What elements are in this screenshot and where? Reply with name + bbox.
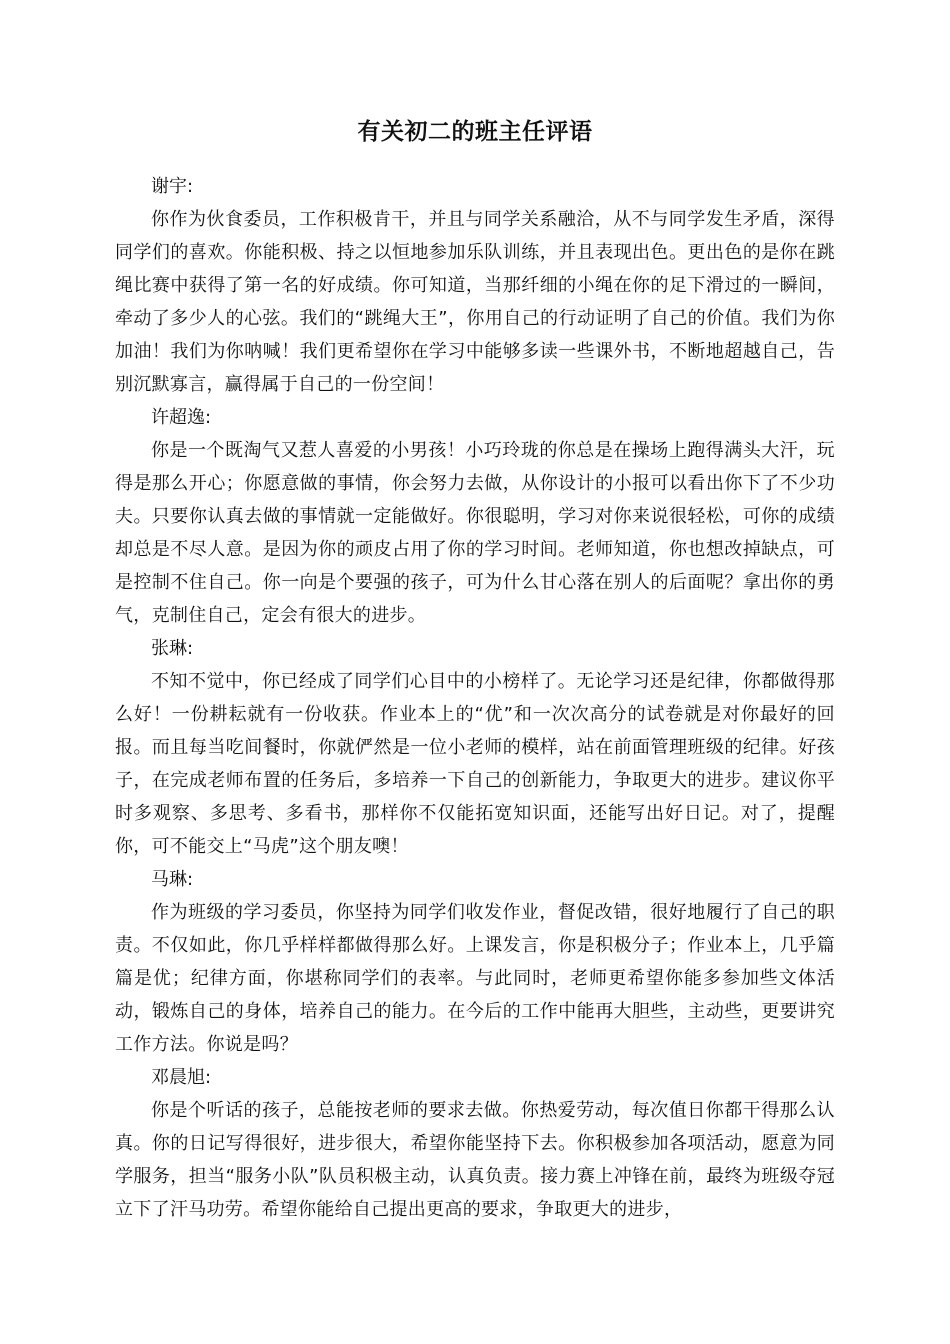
student-name: 马琳:	[151, 869, 194, 890]
student-comment: 作为班级的学习委员，你坚持为同学们收发作业，督促改错，很好地履行了自己的职责。不仅如此，你几乎样样都做得那么好。上课发言，你是积极分子；作业本上，几乎篇篇是优；纪律方面，你堪称同学们的表率。与此同时，老师更希望你能多参加些文体活动，锻炼自己的身体，培养自己的能力。在今后的工作中能再大胆些，主动些，更要讲究工作方法。你说是吗？	[115, 902, 835, 1055]
student-name: 许超逸:	[151, 407, 212, 428]
document-body	[115, 170, 835, 1226]
student-comment: 你作为伙食委员，工作积极肯干，并且与同学关系融洽，从不与同学发生矛盾，深得同学们的喜欢。你能积极、持之以恒地参加乐队训练，并且表现出色。更出色的是你在跳绳比赛中获得了第一名的好成绩。你可知道，当那纤细的小绳在你的足下滑过的一瞬间，牵动了多少人的心弦。我们的“跳绳大王”，你用自己的行动证明了自己的价值。我们为你加油！我们为你呐喊！我们更希望你在学习中能够多读一些课外书，不断地超越自己，告别沉默寡言，赢得属于自己的一份空间！	[115, 209, 835, 395]
student-name: 谢宇:	[151, 176, 194, 197]
student-name: 邓晨旭:	[151, 1067, 212, 1088]
student-name: 张琳:	[151, 638, 194, 659]
student-comment: 你是一个既淘气又惹人喜爱的小男孩！小巧玲珑的你总是在操场上跑得满头大汗，玩得是那么开心；你愿意做的事情，你会努力去做，从你设计的小报可以看出你下了不少功夫。只要你认真去做的事情就一定能做好。你很聪明，学习对你来说很轻松，可你的成绩却总是不尽人意。是因为你的顽皮占用了你的学习时间。老师知道，你也想改掉缺点，可是控制不住自己。你一向是个要强的孩子，可为什么甘心落在别人的后面呢？拿出你的勇气，克制住自己，定会有很大的进步。	[115, 440, 835, 626]
student-comment: 你是个听话的孩子，总能按老师的要求去做。你热爱劳动，每次值日你都干得那么认真。你的日记写得很好，进步很大，希望你能坚持下去。你积极参加各项活动，愿意为同学服务，担当“服务小队”队员积极主动，认真负责。接力赛上冲锋在前，最终为班级夺冠立下了汗马功劳。希望你能给自己提出更高的要求，争取更大的进步，	[115, 1100, 835, 1220]
document-title: 有关初二的班主任评语	[357, 119, 593, 145]
student-comment: 不知不觉中，你已经成了同学们心目中的小榜样了。无论学习还是纪律，你都做得那么好！一份耕耘就有一份收获。作业本上的“优”和一次次高分的试卷就是对你最好的回报。而且每当吃间餐时，你就俨然是一位小老师的模样，站在前面管理班级的纪律。好孩子，在完成老师布置的任务后，多培养一下自己的创新能力，争取更大的进步。建议你平时多观察、多思考、多看书，那样你不仅能拓宽知识面，还能写出好日记。对了，提醒你，可不能交上“马虎”这个朋友噢！	[115, 671, 835, 857]
